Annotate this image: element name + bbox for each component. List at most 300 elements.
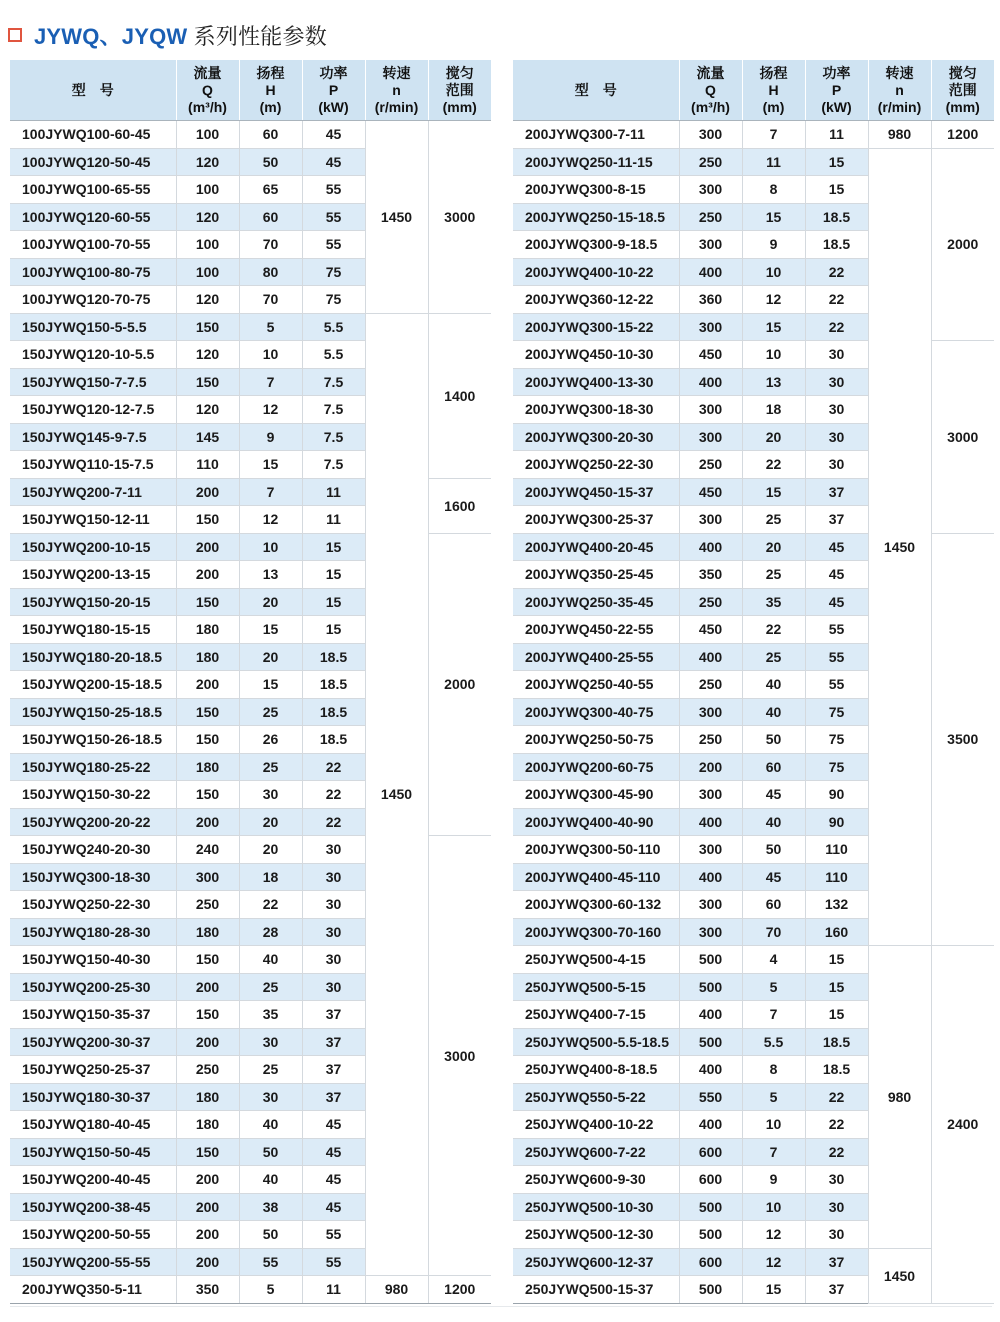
head-cell: 25 [239, 698, 302, 726]
model-cell: 250JYWQ400-8-18.5 [513, 1056, 679, 1084]
power-cell: 55 [805, 671, 868, 699]
power-cell: 22 [302, 753, 365, 781]
flow-cell: 200 [176, 671, 239, 699]
flow-cell: 200 [176, 1221, 239, 1249]
model-cell: 200JYWQ400-13-30 [513, 368, 679, 396]
power-cell: 45 [805, 588, 868, 616]
power-cell: 7.5 [302, 396, 365, 424]
power-cell: 11 [805, 121, 868, 149]
head-cell: 45 [742, 863, 805, 891]
header-speed: 转速 n (r/min) [365, 60, 428, 121]
head-cell: 50 [742, 726, 805, 754]
head-cell: 8 [742, 1056, 805, 1084]
flow-cell: 120 [176, 148, 239, 176]
power-cell: 5.5 [302, 313, 365, 341]
flow-cell: 300 [679, 918, 742, 946]
range-cell: 1600 [428, 478, 491, 533]
power-cell: 45 [302, 1138, 365, 1166]
power-cell: 22 [805, 313, 868, 341]
model-cell: 100JYWQ120-50-45 [10, 148, 176, 176]
flow-cell: 400 [679, 643, 742, 671]
flow-cell: 250 [679, 726, 742, 754]
flow-cell: 250 [679, 148, 742, 176]
power-cell: 15 [302, 561, 365, 589]
power-cell: 30 [805, 423, 868, 451]
model-cell: 200JYWQ400-40-90 [513, 808, 679, 836]
head-cell: 22 [742, 616, 805, 644]
power-cell: 18.5 [805, 203, 868, 231]
power-cell: 37 [302, 1028, 365, 1056]
model-cell: 150JYWQ150-50-45 [10, 1138, 176, 1166]
flow-cell: 180 [176, 918, 239, 946]
model-cell: 250JYWQ550-5-22 [513, 1083, 679, 1111]
range-cell: 1200 [428, 1276, 491, 1304]
power-cell: 22 [805, 258, 868, 286]
head-cell: 15 [239, 616, 302, 644]
head-cell: 10 [239, 533, 302, 561]
model-cell: 150JYWQ180-15-15 [10, 616, 176, 644]
head-cell: 50 [239, 1138, 302, 1166]
power-cell: 30 [805, 1221, 868, 1249]
power-cell: 11 [302, 506, 365, 534]
model-cell: 150JYWQ150-5-5.5 [10, 313, 176, 341]
flow-cell: 180 [176, 643, 239, 671]
head-cell: 25 [239, 1056, 302, 1084]
model-cell: 250JYWQ600-12-37 [513, 1248, 679, 1276]
power-cell: 132 [805, 891, 868, 919]
power-cell: 22 [302, 781, 365, 809]
flow-cell: 110 [176, 451, 239, 479]
power-cell: 30 [805, 396, 868, 424]
section-title-text [34, 20, 327, 51]
title-caption: 系列性能参数 [187, 23, 327, 49]
table-header-row [513, 60, 994, 121]
head-cell: 45 [742, 781, 805, 809]
range-cell: 2000 [931, 148, 994, 341]
head-cell: 70 [742, 918, 805, 946]
head-cell: 12 [239, 506, 302, 534]
model-cell: 200JYWQ400-45-110 [513, 863, 679, 891]
model-cell: 250JYWQ500-5-15 [513, 973, 679, 1001]
power-cell: 37 [302, 1083, 365, 1111]
head-cell: 20 [239, 836, 302, 864]
flow-cell: 200 [176, 1028, 239, 1056]
head-cell: 25 [742, 643, 805, 671]
flow-cell: 300 [679, 121, 742, 149]
power-cell: 18.5 [302, 671, 365, 699]
power-cell: 15 [302, 616, 365, 644]
flow-cell: 300 [679, 313, 742, 341]
power-cell: 22 [302, 808, 365, 836]
head-cell: 35 [239, 1001, 302, 1029]
flow-cell: 400 [679, 863, 742, 891]
power-cell: 30 [805, 341, 868, 369]
model-cell: 150JYWQ240-20-30 [10, 836, 176, 864]
flow-cell: 100 [176, 176, 239, 204]
head-cell: 10 [742, 1111, 805, 1139]
power-cell: 7.5 [302, 451, 365, 479]
head-cell: 55 [239, 1248, 302, 1276]
head-cell: 15 [239, 451, 302, 479]
power-cell: 15 [805, 946, 868, 974]
model-cell: 250JYWQ400-7-15 [513, 1001, 679, 1029]
flow-cell: 250 [176, 891, 239, 919]
head-cell: 40 [239, 946, 302, 974]
model-cell: 250JYWQ400-10-22 [513, 1111, 679, 1139]
model-cell: 250JYWQ500-5.5-18.5 [513, 1028, 679, 1056]
table-row [513, 121, 994, 149]
header-power: 功率 P (kW) [805, 60, 868, 121]
header-flow: 流量 Q (m³/h) [176, 60, 239, 121]
model-cell: 200JYWQ300-25-37 [513, 506, 679, 534]
header-flow: 流量 Q (m³/h) [679, 60, 742, 121]
model-cell: 100JYWQ100-65-55 [10, 176, 176, 204]
flow-cell: 200 [679, 753, 742, 781]
head-cell: 22 [239, 891, 302, 919]
model-cell: 200JYWQ250-40-55 [513, 671, 679, 699]
head-cell: 5 [742, 1083, 805, 1111]
head-cell: 40 [742, 808, 805, 836]
model-cell: 250JYWQ600-9-30 [513, 1166, 679, 1194]
power-cell: 30 [302, 973, 365, 1001]
model-cell: 200JYWQ300-7-11 [513, 121, 679, 149]
model-cell: 150JYWQ150-7-7.5 [10, 368, 176, 396]
power-cell: 75 [805, 753, 868, 781]
model-cell: 150JYWQ200-15-18.5 [10, 671, 176, 699]
power-cell: 75 [302, 258, 365, 286]
power-cell: 22 [805, 286, 868, 314]
head-cell: 15 [742, 478, 805, 506]
model-cell: 200JYWQ400-25-55 [513, 643, 679, 671]
head-cell: 60 [239, 121, 302, 149]
flow-cell: 150 [176, 726, 239, 754]
flow-cell: 180 [176, 1111, 239, 1139]
range-cell: 3500 [931, 533, 994, 946]
power-cell: 37 [302, 1001, 365, 1029]
power-cell: 55 [302, 176, 365, 204]
model-cell: 200JYWQ300-8-15 [513, 176, 679, 204]
model-cell: 150JYWQ200-50-55 [10, 1221, 176, 1249]
power-cell: 90 [805, 781, 868, 809]
flow-cell: 500 [679, 1193, 742, 1221]
model-cell: 200JYWQ300-70-160 [513, 918, 679, 946]
model-cell: 150JYWQ150-40-30 [10, 946, 176, 974]
head-cell: 26 [239, 726, 302, 754]
model-cell: 150JYWQ250-22-30 [10, 891, 176, 919]
head-cell: 18 [239, 863, 302, 891]
head-cell: 50 [742, 836, 805, 864]
head-cell: 5.5 [742, 1028, 805, 1056]
power-cell: 11 [302, 478, 365, 506]
flow-cell: 400 [679, 258, 742, 286]
table-header-row [10, 60, 491, 121]
flow-cell: 300 [176, 863, 239, 891]
flow-cell: 500 [679, 1276, 742, 1304]
head-cell: 28 [239, 918, 302, 946]
power-cell: 160 [805, 918, 868, 946]
power-cell: 15 [302, 588, 365, 616]
model-cell: 200JYWQ400-20-45 [513, 533, 679, 561]
head-cell: 15 [742, 1276, 805, 1304]
model-cell: 200JYWQ400-10-22 [513, 258, 679, 286]
power-cell: 30 [805, 368, 868, 396]
flow-cell: 150 [176, 1001, 239, 1029]
performance-table-right [513, 60, 994, 1304]
flow-cell: 500 [679, 1221, 742, 1249]
flow-cell: 400 [679, 533, 742, 561]
range-cell: 2400 [931, 946, 994, 1304]
power-cell: 30 [302, 918, 365, 946]
table-row [513, 1248, 994, 1276]
model-cell: 200JYWQ300-45-90 [513, 781, 679, 809]
flow-cell: 200 [176, 808, 239, 836]
flow-cell: 180 [176, 753, 239, 781]
model-cell: 150JYWQ200-38-45 [10, 1193, 176, 1221]
power-cell: 15 [805, 973, 868, 1001]
head-cell: 70 [239, 286, 302, 314]
head-cell: 12 [742, 286, 805, 314]
power-cell: 55 [302, 1248, 365, 1276]
model-cell: 150JYWQ200-55-55 [10, 1248, 176, 1276]
power-cell: 110 [805, 836, 868, 864]
flow-cell: 200 [176, 478, 239, 506]
model-cell: 200JYWQ450-22-55 [513, 616, 679, 644]
flow-cell: 600 [679, 1138, 742, 1166]
head-cell: 20 [239, 808, 302, 836]
flow-cell: 300 [679, 396, 742, 424]
head-cell: 9 [239, 423, 302, 451]
model-cell: 200JYWQ300-60-132 [513, 891, 679, 919]
power-cell: 30 [302, 891, 365, 919]
head-cell: 12 [742, 1221, 805, 1249]
power-cell: 22 [805, 1111, 868, 1139]
flow-cell: 120 [176, 286, 239, 314]
flow-cell: 145 [176, 423, 239, 451]
power-cell: 15 [805, 148, 868, 176]
flow-cell: 500 [679, 946, 742, 974]
model-cell: 150JYWQ150-12-11 [10, 506, 176, 534]
speed-cell: 1450 [365, 313, 428, 1276]
model-cell: 150JYWQ145-9-7.5 [10, 423, 176, 451]
flow-cell: 120 [176, 396, 239, 424]
range-cell: 1400 [428, 313, 491, 478]
flow-cell: 350 [176, 1276, 239, 1304]
flow-cell: 300 [679, 698, 742, 726]
table-row [10, 1276, 491, 1304]
power-cell: 22 [805, 1083, 868, 1111]
model-cell: 150JYWQ180-28-30 [10, 918, 176, 946]
head-cell: 12 [239, 396, 302, 424]
head-cell: 13 [742, 368, 805, 396]
power-cell: 110 [805, 863, 868, 891]
flow-cell: 400 [679, 368, 742, 396]
power-cell: 90 [805, 808, 868, 836]
power-cell: 45 [302, 1166, 365, 1194]
power-cell: 37 [805, 506, 868, 534]
head-cell: 50 [239, 148, 302, 176]
power-cell: 15 [805, 1001, 868, 1029]
flow-cell: 150 [176, 313, 239, 341]
flow-cell: 120 [176, 341, 239, 369]
flow-cell: 150 [176, 368, 239, 396]
flow-cell: 450 [679, 341, 742, 369]
power-cell: 37 [302, 1056, 365, 1084]
power-cell: 7.5 [302, 368, 365, 396]
head-cell: 60 [239, 203, 302, 231]
head-cell: 13 [239, 561, 302, 589]
power-cell: 55 [302, 1221, 365, 1249]
flow-cell: 200 [176, 561, 239, 589]
model-cell: 200JYWQ200-60-75 [513, 753, 679, 781]
model-cell: 200JYWQ300-50-110 [513, 836, 679, 864]
head-cell: 7 [742, 121, 805, 149]
head-cell: 25 [742, 561, 805, 589]
flow-cell: 300 [679, 231, 742, 259]
power-cell: 30 [302, 946, 365, 974]
model-cell: 200JYWQ300-20-30 [513, 423, 679, 451]
power-cell: 18.5 [805, 1056, 868, 1084]
model-cell: 200JYWQ250-50-75 [513, 726, 679, 754]
model-cell: 200JYWQ450-15-37 [513, 478, 679, 506]
head-cell: 20 [239, 588, 302, 616]
title-series-name: JYWQ、JYQW [34, 23, 188, 49]
power-cell: 30 [805, 1193, 868, 1221]
model-cell: 150JYWQ200-25-30 [10, 973, 176, 1001]
speed-cell: 980 [868, 946, 931, 1249]
head-cell: 15 [742, 313, 805, 341]
power-cell: 22 [805, 1138, 868, 1166]
table-row [10, 313, 491, 341]
head-cell: 30 [239, 781, 302, 809]
head-cell: 8 [742, 176, 805, 204]
flow-cell: 150 [176, 781, 239, 809]
head-cell: 25 [239, 753, 302, 781]
power-cell: 75 [302, 286, 365, 314]
power-cell: 45 [302, 1193, 365, 1221]
head-cell: 10 [239, 341, 302, 369]
head-cell: 10 [742, 341, 805, 369]
model-cell: 200JYWQ250-15-18.5 [513, 203, 679, 231]
flow-cell: 500 [679, 1028, 742, 1056]
power-cell: 45 [805, 533, 868, 561]
power-cell: 75 [805, 698, 868, 726]
flow-cell: 180 [176, 1083, 239, 1111]
model-cell: 250JYWQ500-10-30 [513, 1193, 679, 1221]
head-cell: 7 [742, 1001, 805, 1029]
head-cell: 7 [239, 368, 302, 396]
flow-cell: 100 [176, 231, 239, 259]
power-cell: 15 [805, 176, 868, 204]
flow-cell: 100 [176, 121, 239, 149]
head-cell: 20 [239, 643, 302, 671]
model-cell: 200JYWQ360-12-22 [513, 286, 679, 314]
model-cell: 250JYWQ600-7-22 [513, 1138, 679, 1166]
head-cell: 15 [742, 203, 805, 231]
flow-cell: 400 [679, 1056, 742, 1084]
flow-cell: 150 [176, 588, 239, 616]
head-cell: 80 [239, 258, 302, 286]
flow-cell: 150 [176, 1138, 239, 1166]
model-cell: 150JYWQ150-35-37 [10, 1001, 176, 1029]
model-cell: 200JYWQ300-40-75 [513, 698, 679, 726]
flow-cell: 300 [679, 423, 742, 451]
power-cell: 75 [805, 726, 868, 754]
power-cell: 45 [302, 148, 365, 176]
head-cell: 40 [742, 698, 805, 726]
power-cell: 30 [805, 1166, 868, 1194]
range-cell: 3000 [428, 121, 491, 314]
flow-cell: 300 [679, 506, 742, 534]
header-speed: 转速 n (r/min) [868, 60, 931, 121]
flow-cell: 500 [679, 973, 742, 1001]
head-cell: 40 [742, 671, 805, 699]
flow-cell: 550 [679, 1083, 742, 1111]
head-cell: 35 [742, 588, 805, 616]
model-cell: 200JYWQ300-18-30 [513, 396, 679, 424]
flow-cell: 200 [176, 1166, 239, 1194]
range-cell: 3000 [931, 341, 994, 534]
model-cell: 100JYWQ100-80-75 [10, 258, 176, 286]
model-cell: 150JYWQ200-40-45 [10, 1166, 176, 1194]
model-cell: 200JYWQ300-9-18.5 [513, 231, 679, 259]
head-cell: 50 [239, 1221, 302, 1249]
power-cell: 18.5 [805, 231, 868, 259]
head-cell: 10 [742, 1193, 805, 1221]
flow-cell: 360 [679, 286, 742, 314]
model-cell: 150JYWQ200-13-15 [10, 561, 176, 589]
power-cell: 5.5 [302, 341, 365, 369]
power-cell: 55 [302, 203, 365, 231]
head-cell: 12 [742, 1248, 805, 1276]
head-cell: 40 [239, 1111, 302, 1139]
header-head: 扬程 H (m) [239, 60, 302, 121]
header-model: 型 号 [10, 60, 176, 121]
table-row [10, 121, 491, 149]
flow-cell: 150 [176, 946, 239, 974]
header-head: 扬程 H (m) [742, 60, 805, 121]
speed-cell: 1450 [868, 1248, 931, 1303]
power-cell: 45 [805, 561, 868, 589]
power-cell: 37 [805, 1248, 868, 1276]
head-cell: 5 [239, 313, 302, 341]
head-cell: 30 [239, 1028, 302, 1056]
head-cell: 20 [742, 533, 805, 561]
flow-cell: 400 [679, 1111, 742, 1139]
head-cell: 30 [239, 1083, 302, 1111]
flow-cell: 200 [176, 973, 239, 1001]
model-cell: 150JYWQ120-10-5.5 [10, 341, 176, 369]
flow-cell: 150 [176, 698, 239, 726]
head-cell: 5 [239, 1276, 302, 1304]
flow-cell: 600 [679, 1166, 742, 1194]
model-cell: 100JYWQ100-60-45 [10, 121, 176, 149]
flow-cell: 450 [679, 616, 742, 644]
flow-cell: 250 [679, 203, 742, 231]
power-cell: 37 [805, 478, 868, 506]
flow-cell: 250 [176, 1056, 239, 1084]
head-cell: 60 [742, 753, 805, 781]
power-cell: 45 [302, 121, 365, 149]
flow-cell: 400 [679, 808, 742, 836]
head-cell: 25 [742, 506, 805, 534]
page-bottom-rule [10, 1306, 992, 1307]
performance-table-left [10, 60, 491, 1304]
power-cell: 18.5 [805, 1028, 868, 1056]
model-cell: 150JYWQ180-20-18.5 [10, 643, 176, 671]
model-cell: 150JYWQ180-30-37 [10, 1083, 176, 1111]
head-cell: 65 [239, 176, 302, 204]
head-cell: 22 [742, 451, 805, 479]
